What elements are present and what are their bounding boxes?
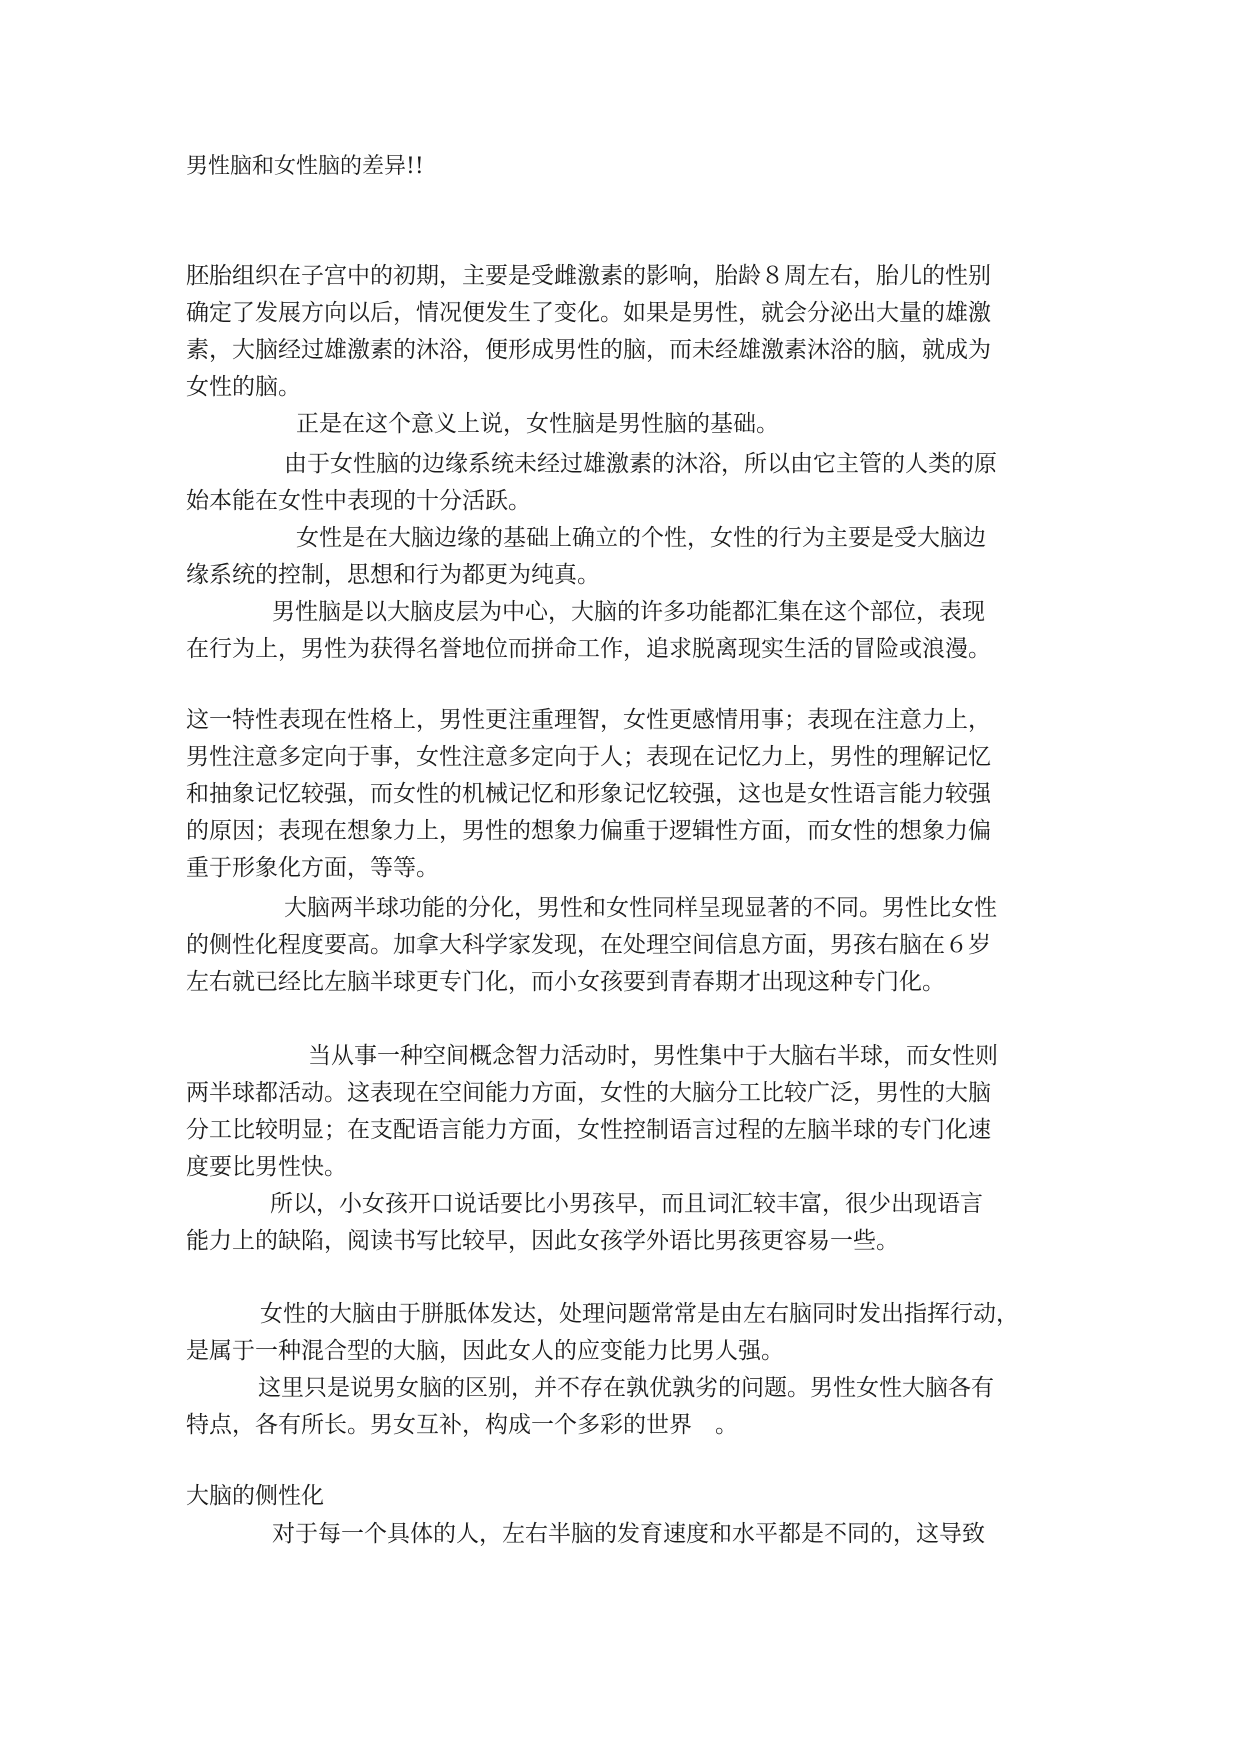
- text-line: 和抽象记忆较强，而女性的机械记忆和形象记忆较强，这也是女性语言能力较强: [186, 781, 991, 807]
- paragraph-12: [186, 1516, 1066, 1553]
- text-line: 对于每一个具体的人，左右半脑的发育速度和水平都是不同的，这导致: [272, 1521, 985, 1547]
- text-line: 素，大脑经过雄激素的沐浴，便形成男性的脑，而未经雄激素沐浴的脑，就成为: [186, 337, 991, 363]
- section-heading: [186, 1478, 1066, 1515]
- text-line: 女性的大脑由于胼胝体发达，处理问题常常是由左右脑同时发出指挥行动，: [260, 1301, 1019, 1327]
- paragraph-1: [186, 258, 1066, 406]
- text-line: 这里只是说男女脑的区别，并不存在孰优孰劣的问题。男性女性大脑各有: [258, 1375, 994, 1401]
- text-line: 正是在这个意义上说，女性脑是男性脑的基础。: [296, 411, 779, 437]
- text-line: 两半球都活动。这表现在空间能力方面，女性的大脑分工比较广泛，男性的大脑: [186, 1080, 991, 1106]
- paragraph-6: [186, 702, 1066, 887]
- text-line: 度要比男性快。: [186, 1154, 347, 1180]
- text-line: 男性脑是以大脑皮层为中心，大脑的许多功能都汇集在这个部位，表现: [272, 599, 985, 625]
- text-line: 左右就已经比左脑半球更专门化，而小女孩要到青春期才出现这种专门化。: [186, 969, 945, 995]
- text-line: 的侧性化程度要高。加拿大科学家发现，在处理空间信息方面，男孩右脑在６岁: [186, 932, 991, 958]
- text-line: 胚胎组织在子宫中的初期，主要是受雌激素的影响，胎龄８周左右，胎儿的性别: [186, 263, 991, 289]
- text-line: 男性注意多定向于事，女性注意多定向于人；表现在记忆力上，男性的理解记忆: [186, 744, 991, 770]
- text-line: 的原因；表现在想象力上，男性的想象力偏重于逻辑性方面，而女性的想象力偏: [186, 818, 991, 844]
- text-line: 能力上的缺陷，阅读书写比较早，因此女孩学外语比男孩更容易一些。: [186, 1228, 899, 1254]
- paragraph-3: [186, 446, 1066, 520]
- text-line: 始本能在女性中表现的十分活跃。: [186, 488, 531, 514]
- text-line: 女性的脑。: [186, 374, 301, 400]
- text-line: 重于形象化方面，等等。: [186, 855, 439, 881]
- text-line: 确定了发展方向以后，情况便发生了变化。如果是男性，就会分泌出大量的雄激: [186, 300, 991, 326]
- text-line: 分工比较明显；在支配语言能力方面，女性控制语言过程的左脑半球的专门化速: [186, 1117, 991, 1143]
- paragraph-7: [186, 890, 1066, 1001]
- text-line: 这一特性表现在性格上，男性更注重理智，女性更感情用事；表现在注意力上，: [186, 707, 991, 733]
- text-line: 特点，各有所长。男女互补，构成一个多彩的世界 。: [186, 1412, 738, 1438]
- paragraph-2: [186, 406, 1176, 443]
- paragraph-11: [186, 1370, 1066, 1444]
- text-line: 是属于一种混合型的大脑，因此女人的应变能力比男人强。: [186, 1338, 784, 1364]
- document-title: 男性脑和女性脑的差异!!: [186, 154, 424, 179]
- text-line: 缘系统的控制，思想和行为都更为纯真。: [186, 562, 600, 588]
- text-line: 大脑的侧性化: [186, 1483, 324, 1509]
- paragraph-10: [186, 1296, 1066, 1370]
- paragraph-5: [186, 594, 1066, 668]
- paragraph-8: [186, 1038, 1066, 1186]
- text-line: 女性是在大脑边缘的基础上确立的个性，女性的行为主要是受大脑边: [296, 525, 986, 551]
- paragraph-9: [186, 1186, 1066, 1260]
- paragraph-4: [186, 520, 1066, 594]
- text-line: 大脑两半球功能的分化，男性和女性同样呈现显著的不同。男性比女性: [284, 895, 997, 921]
- text-line: 当从事一种空间概念智力活动时，男性集中于大脑右半球，而女性则: [308, 1043, 998, 1069]
- text-line: 由于女性脑的边缘系统未经过雄激素的沐浴，所以由它主管的人类的原: [284, 451, 997, 477]
- text-line: 在行为上，男性为获得名誉地位而拼命工作，追求脱离现实生活的冒险或浪漫。: [186, 636, 991, 662]
- text-line: 所以，小女孩开口说话要比小男孩早，而且词汇较丰富，很少出现语言: [270, 1191, 983, 1217]
